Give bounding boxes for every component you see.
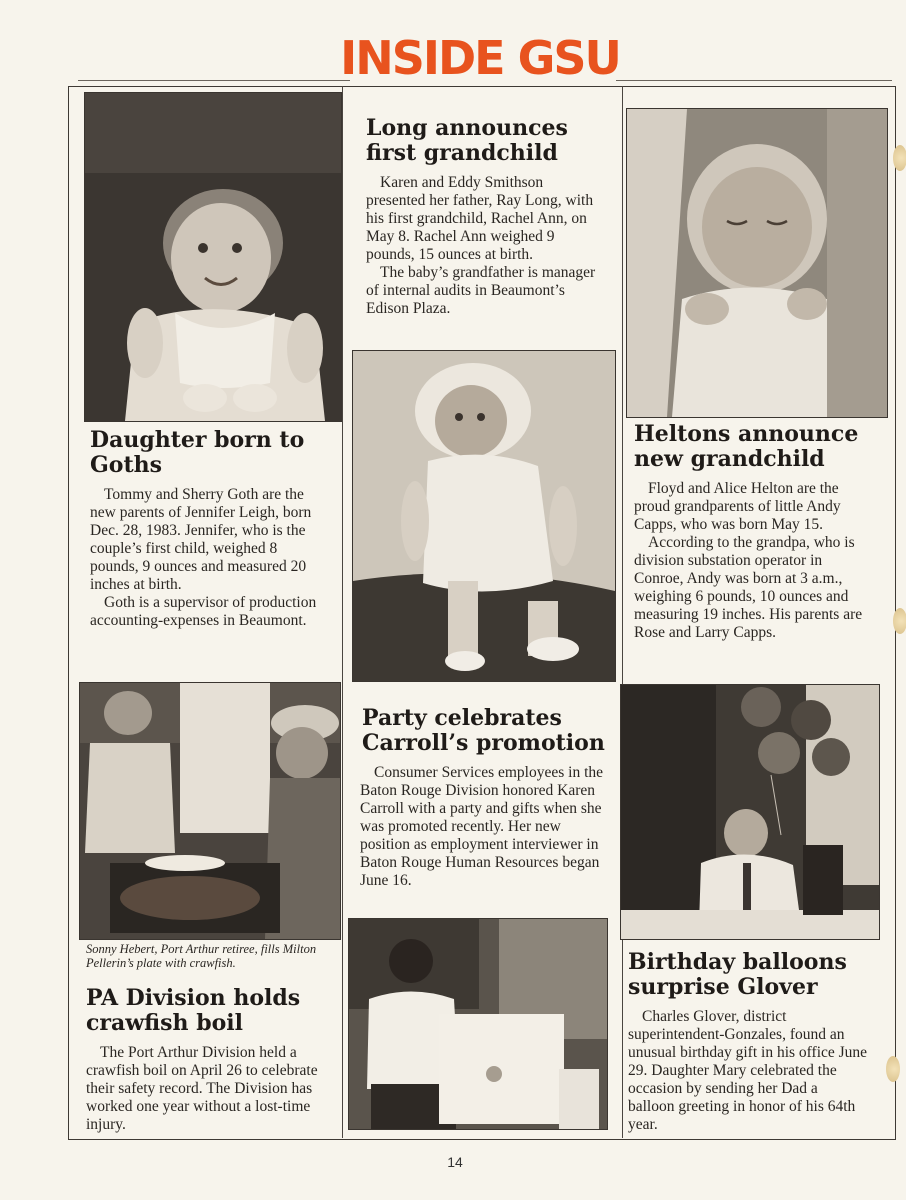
column-divider-1 [342, 86, 343, 1138]
article-heltons-para-1: Floyd and Alice Helton are the proud grandparents of little Andy Capps, who was born May 15. [634, 480, 841, 533]
article-heltons-para-2: According to the grandpa, who is division substation operator in Conroe, Andy was born at 3 a.m., weighing 6 pounds, 10 ounces and measuring 19 inches. His parents are Rose and Larry Capps. [634, 534, 863, 641]
masthead-rule-left [78, 80, 350, 81]
article-carroll-para-1: Consumer Services employees in the Baton Rouge Division honored Karen Carroll with a party and gifts when she was promoted recently. Her new position as employment interviewer in Baton Rouge Human Resources began June 16. [360, 764, 604, 889]
headline-crawfish: PA Division holds crawfish boil [86, 985, 301, 1036]
article-goths-para-1: Tommy and Sherry Goth are the new parents of Jennifer Leigh, born Dec. 28, 1983. Jennifer, who is the couple’s first child, weighed 8 pounds, 9 ounces and measured 20 inches at birth. [90, 486, 312, 593]
baby-andy-photo [626, 108, 888, 418]
article-glover-body [628, 1008, 868, 1134]
article-heltons-body [634, 480, 874, 642]
article-long-body [366, 174, 601, 318]
masthead-title: INSIDE GSU [340, 31, 620, 85]
page-number: 14 [447, 1154, 463, 1170]
article-long-para-1: Karen and Eddy Smithson presented her father, Ray Long, with his first grandchild, Rachel Ann, on May 8. Rachel Ann weighed 9 pounds, 15 ounces at birth. [366, 174, 594, 263]
article-goths-para-2: Goth is a supervisor of production accounting-expenses in Beaumont. [90, 594, 317, 629]
article-long-para-2: The baby’s grandfather is manager of internal audits in Beaumont’s Edison Plaza. [366, 264, 596, 317]
baby-rachel-photo [352, 350, 616, 682]
crawfish-boil-photo [79, 682, 341, 940]
binder-punch-hole [886, 1056, 900, 1082]
crawfish-photo-caption: Sonny Hebert, Port Arthur retiree, fills Milton Pellerin’s plate with crawfish. [86, 942, 317, 970]
karen-carroll-photo [348, 918, 608, 1130]
headline-long: Long announces first grandchild [366, 115, 568, 166]
charles-glover-photo [620, 684, 880, 940]
article-crawfish-para-1: The Port Arthur Division held a crawfish boil on April 26 to celebrate their safety record. The Division has worked one year without a lost-time injury. [86, 1044, 318, 1133]
masthead-rule-right [616, 80, 892, 81]
headline-heltons: Heltons announce new grandchild [634, 421, 859, 472]
binder-punch-hole [893, 145, 906, 171]
headline-glover: Birthday balloons surprise Glover [628, 949, 847, 1000]
article-carroll-body [360, 764, 608, 890]
binder-punch-hole [893, 608, 906, 634]
article-goths-body [90, 486, 328, 630]
article-glover-para-1: Charles Glover, district superintendent-Gonzales, found an unusual birthday gift in his office June 29. Daughter Mary celebrated the occasion by sending her Dad a balloon greeting in honor of his 64th year. [628, 1008, 868, 1133]
headline-carroll: Party celebrates Carroll’s promotion [362, 705, 605, 756]
article-crawfish-body [86, 1044, 326, 1134]
column-divider-2 [622, 86, 623, 1138]
headline-goths: Daughter born to Goths [90, 427, 305, 478]
baby-jennifer-photo [84, 92, 342, 422]
